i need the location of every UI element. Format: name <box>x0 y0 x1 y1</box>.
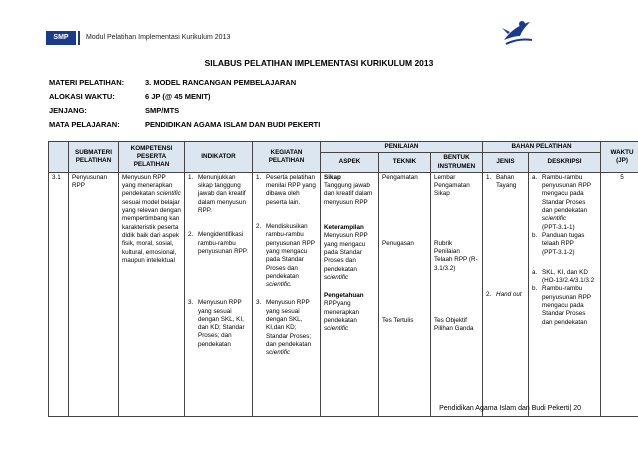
col-penilaian-header: PENILAIAN <box>321 142 483 153</box>
deskripsi-item: a. Rambu-rambu penyusunan RPP mengacu pada Standar Proses dan pendekatan scientific (PPT-3.1-1) <box>532 173 591 231</box>
meta-value: 3. MODEL RANCANGAN PEMBELAJARAN <box>145 77 297 87</box>
meta-row <box>49 75 320 89</box>
kegiatan-item: 2. Mendiskusikan rambu-rambu penyusunan RPP yang mengacu pada Standar Proses dan pendekatan scientific. <box>256 223 315 289</box>
indikator-item: 2. Mengidentifikasi rambu-rambu penyusunan RPP. <box>188 231 248 255</box>
meta-label: MATA PELAJARAN: <box>49 119 120 129</box>
col-teknik-header: TEKNIK <box>379 153 431 173</box>
kegiatan-item: 3. Menyusun RPP yang sesuai dengan SKL, KI,dan KD; Standar Proses; dan pendekatan scientific <box>256 299 312 357</box>
meta-row <box>49 103 320 117</box>
bentuk-item: Tes Objektif Pilihan Ganda <box>434 316 474 333</box>
col-jenis-header: JENIS <box>483 153 529 173</box>
meta-value: 6 JP (@ 45 MENIT) <box>145 91 211 101</box>
deskripsi-item: b. Rambu-rambu penyusunan RPP mengacu pada Standar Proses dan pendekatan <box>532 285 591 326</box>
teknik-cell <box>379 172 431 416</box>
col-bentuk-header: BENTUK INSTRUMEN <box>431 153 483 173</box>
kompetensi-text: Menyusun RPP yang menerapkan pendekatan <box>122 173 173 198</box>
deskripsi-item: a. SKL, KI, dan KD (HO-13/2.4/3.1/3.2 <box>532 268 595 285</box>
bentuk-item: Lembar Pengamatan Sikap <box>434 173 470 198</box>
kegiatan-cell <box>253 172 321 416</box>
jenis-item: 1. Bahan Tayang <box>486 173 517 190</box>
indikator-item: 1. Menunjukkan sikap tanggung jawab dan kreatif dalam menyusun RPP. <box>188 173 246 215</box>
col-deskripsi-header: DESKRIPSI <box>529 153 601 173</box>
kompetensi-italic: scientific <box>156 190 181 198</box>
indikator-item: 3. Menyusun RPP yang sesuai dengan SKL, KI, dan KD; Standar Proses; dan pendekatan <box>188 299 245 348</box>
meta-block <box>49 75 320 131</box>
col-no-header <box>49 142 69 173</box>
meta-value: SMP/MTS <box>145 105 180 115</box>
kegiatan-item: 1. Peserta pelatihan menilai RPP yang dibawa oleh peserta lain. <box>256 173 316 206</box>
teknik-item: Tes Tertulis <box>382 317 414 325</box>
indikator-cell <box>185 172 253 416</box>
col-kegiatan-header: KEGIATAN PELATIHAN <box>253 142 321 173</box>
teknik-item: Penugasan <box>382 240 414 248</box>
aspek-item: Sikap Tanggung jawab dan kreatif dalam menyusun RPP <box>324 173 373 206</box>
col-indikator-header: INDIKATOR <box>185 142 253 173</box>
kompetensi-cell <box>119 172 185 416</box>
submateri-cell: Penyusunan RPP <box>69 172 119 416</box>
jenis-item: 2. Hand out <box>486 291 522 299</box>
aspek-item: Keterampilan Menyusun RPP yang mengacu pada Standar Proses dan pendekatan scientific <box>324 224 368 281</box>
module-title: Modul Pelatihan Implementasi Kurikulum 2013 <box>86 34 231 41</box>
waktu-cell: 5 <box>601 172 638 416</box>
table-row <box>49 172 638 416</box>
smp-tag: SMP <box>46 31 76 45</box>
tutwuri-logo-icon <box>500 14 536 50</box>
jenis-cell <box>483 172 529 416</box>
col-kompetensi-header: KOMPETENSI PESERTA PELATIHAN <box>119 142 185 173</box>
deskripsi-cell <box>529 172 601 416</box>
document-title: SILABUS PELATIHAN IMPLEMENTASI KURIKULUM 2013 <box>204 58 434 68</box>
col-submateri-header: SUBMATERI PELATIHAN <box>69 142 119 173</box>
syllabus-table <box>48 141 638 417</box>
meta-value: PENDIDIKAN AGAMA ISLAM DAN BUDI PEKERTI <box>145 119 321 129</box>
deskripsi-item: b. Panduan tugas telaah RPP (PPT-3.1-2) <box>532 231 585 256</box>
page-footer: Pendidikan Agama Islam dan Budi Pekerti| 20 <box>439 405 581 412</box>
teknik-item: Pengamatan <box>382 173 418 181</box>
meta-label: JENJANG: <box>49 105 87 115</box>
kompetensi-text-rest: sesuai model belajar yang relevan dengan mempertimbang kan karakteristik peserta didik baik dari aspek fisik, moral, sosial, kultural, emosional, maupun intelektual <box>122 198 181 264</box>
bentuk-cell <box>431 172 483 416</box>
row-number: 3.1 <box>49 172 69 416</box>
meta-row <box>49 117 320 131</box>
col-aspek-header: ASPEK <box>321 153 379 173</box>
col-bahan-header: BAHAN PELATIHAN <box>483 142 601 153</box>
bentuk-item: Rubrik Penilaian Telaah RPP (R-3.1/3.2) <box>434 239 478 272</box>
meta-label: MATERI PELATIHAN: <box>49 77 125 87</box>
aspek-item: Pengetahuan RPPyang menerapkan pendekatan scientific <box>324 292 364 333</box>
meta-label: ALOKASI WAKTU: <box>49 91 115 101</box>
col-waktu-header: WAKTU (JP) <box>601 142 638 173</box>
aspek-cell <box>321 172 379 416</box>
header-divider <box>78 31 80 45</box>
meta-row <box>49 89 320 103</box>
